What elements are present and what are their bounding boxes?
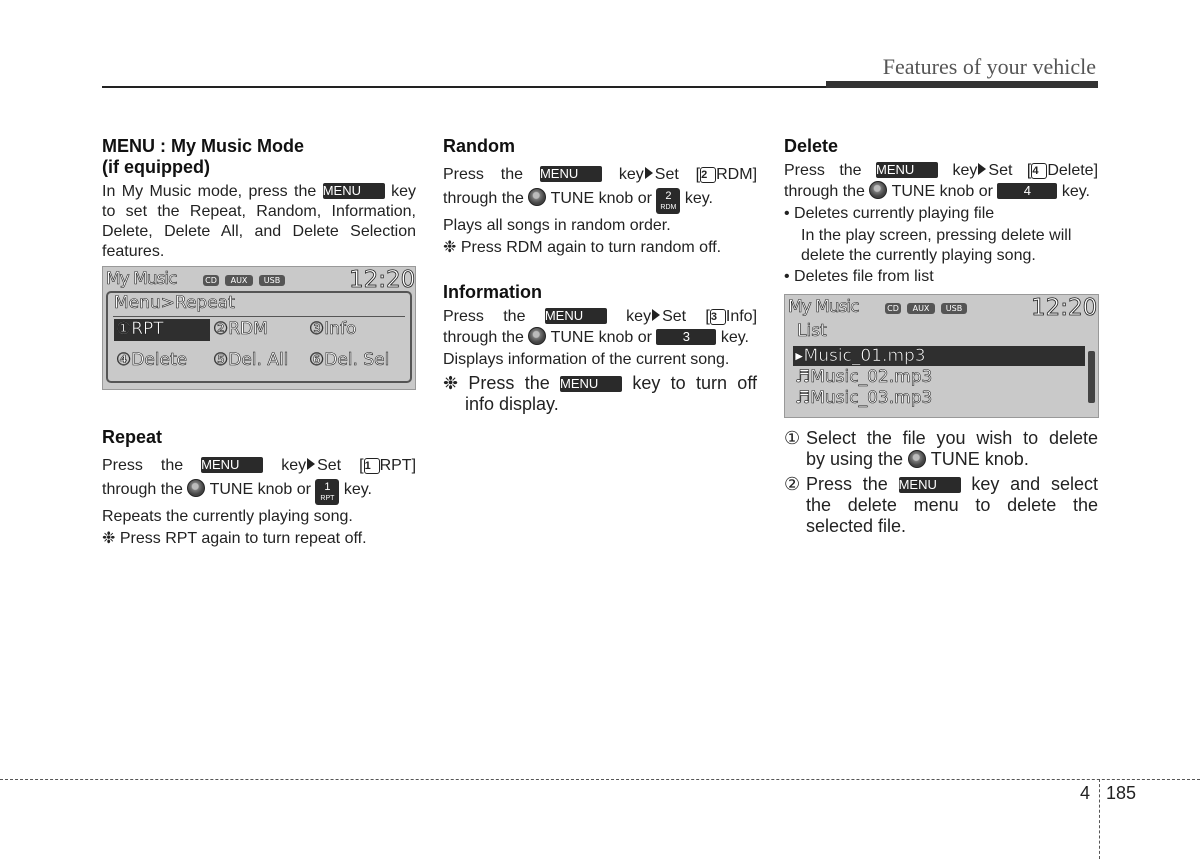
lcd-title: My Music [788, 297, 859, 317]
column-my-music [102, 136, 416, 262]
menu-item: ④Delete [116, 350, 188, 370]
step-1-icon: ① [784, 428, 801, 448]
rpt-key-icon: 1 RPT [315, 479, 339, 505]
note: ❉ Press RDM again to turn random off. [443, 239, 722, 256]
info-key: 3 [656, 329, 716, 345]
cd-badge: CD [885, 303, 901, 314]
step-2-icon: ② [784, 474, 801, 494]
description: Plays all songs in random order. [443, 217, 671, 234]
section-heading: Repeat [102, 427, 163, 447]
page-number: 185 [1106, 783, 1137, 803]
rdm-key-icon: 2 RDM [656, 188, 680, 214]
file-item: ♬Music_03.mp3 [795, 388, 933, 408]
bullet-detail: delete the currently playing song. [801, 247, 1036, 264]
step-line: by using the TUNE knob. [806, 449, 1029, 469]
section-heading: Random [443, 136, 515, 156]
menu-key: MENU [899, 477, 961, 493]
arrow-right-icon [978, 163, 986, 175]
intro-line: to set the Repeat, Random, Information, [102, 203, 416, 220]
step-line: selected file. [806, 516, 907, 536]
menu-item: ⑤Del. All [213, 350, 289, 370]
menu-key: MENU [323, 183, 385, 199]
clock: 12:20 [349, 267, 416, 293]
section-heading: Delete [784, 136, 839, 156]
menu-item: ⑥Del. Sel [309, 350, 390, 370]
note: ❉ Press RPT again to turn repeat off. [102, 530, 367, 547]
delete-key: 4 [997, 183, 1057, 199]
arrow-right-icon [307, 458, 315, 470]
section-subheading: (if equipped) [102, 157, 210, 177]
tune-knob-icon [869, 181, 887, 199]
usb-badge: USB [259, 275, 285, 286]
section-heading: MENU : My Music Mode [102, 136, 305, 156]
intro-line [102, 182, 416, 202]
menu-item: ②RDM [213, 319, 268, 339]
section-delete [784, 136, 1098, 287]
menu-key: MENU [876, 162, 938, 178]
instruction-line: Press the MENU key Set [2 RDM] [443, 166, 758, 183]
aux-badge: AUX [225, 275, 253, 286]
number-3-icon: 3 [710, 309, 726, 325]
bullet-item: • Deletes file from list [784, 268, 934, 285]
step-line: ② Press the MENU key and select [784, 474, 1098, 494]
instruction-line: Press the MENU key Set [1 RPT] [102, 457, 417, 474]
instruction-line: Press the MENU key Set [3 Info] [443, 308, 758, 325]
header-bar [826, 81, 1098, 88]
clock: 12:20 [1031, 295, 1098, 321]
instruction-line: Press the MENU key Set [4 Delete] [784, 162, 1099, 179]
description: Repeats the currently playing song. [102, 508, 353, 525]
intro-line: features. [102, 243, 165, 260]
menu-key: MENU [545, 308, 607, 324]
section-heading: Information [443, 282, 542, 302]
intro-text: key [391, 183, 416, 200]
lcd-file-list [784, 294, 1099, 418]
menu-key: MENU [560, 376, 622, 392]
step-line: the delete menu to delete the [806, 495, 1098, 515]
footer-rule [0, 779, 1200, 780]
instruction-line: through the TUNE knob or 1 RPT key. [102, 479, 416, 505]
instruction-line: through the TUNE knob or 3 key. [443, 329, 749, 346]
file-item: ▸Music_01.mp3 [795, 346, 926, 366]
instruction-line: through the TUNE knob or 4 key. [784, 183, 1090, 200]
scrollbar [1088, 351, 1095, 403]
menu-key: MENU [540, 166, 602, 182]
footer-divider [1099, 779, 1100, 859]
menu-key: MENU [201, 457, 263, 473]
tune-knob-icon [908, 450, 926, 468]
section-random [443, 136, 757, 414]
bullet-item: • Deletes currently playing file [784, 205, 995, 222]
number-4-icon: 4 [1031, 163, 1047, 179]
usb-badge: USB [941, 303, 967, 314]
section-repeat [102, 427, 416, 549]
arrow-right-icon [645, 167, 653, 179]
delete-steps [784, 428, 1098, 537]
menu-breadcrumb: Menu>Repeat [114, 293, 235, 313]
number-2-icon: 2 [700, 167, 716, 183]
note: ❉ Press the MENU key to turn off [443, 373, 757, 393]
list-label: List [797, 321, 827, 341]
lcd-menu-repeat [102, 266, 416, 390]
number-1-icon: 1 [364, 458, 380, 474]
bullet-detail: In the play screen, pressing delete will [801, 227, 1072, 244]
tune-knob-icon [528, 327, 546, 345]
menu-item: ③Info [309, 319, 357, 339]
menu-item: ①RPT [116, 319, 164, 339]
instruction-line: through the TUNE knob or 2 RDM key. [443, 188, 757, 214]
intro-line: Delete, Delete All, and Delete Selection [102, 223, 416, 240]
aux-badge: AUX [907, 303, 935, 314]
file-item: ♬Music_02.mp3 [795, 367, 933, 387]
arrow-right-icon [652, 309, 660, 321]
menu-divider [113, 316, 405, 317]
description: Displays information of the current song. [443, 351, 730, 368]
note: info display. [465, 394, 559, 414]
intro-text: In My Music mode, press the [102, 183, 317, 200]
tune-knob-icon [187, 479, 205, 497]
lcd-title: My Music [106, 269, 177, 289]
chapter-number: 4 [1080, 783, 1091, 803]
page-header-title: Features of your vehicle [882, 54, 1096, 79]
step-line: ① Select the file you wish to delete [784, 428, 1098, 448]
cd-badge: CD [203, 275, 219, 286]
tune-knob-icon [528, 188, 546, 206]
